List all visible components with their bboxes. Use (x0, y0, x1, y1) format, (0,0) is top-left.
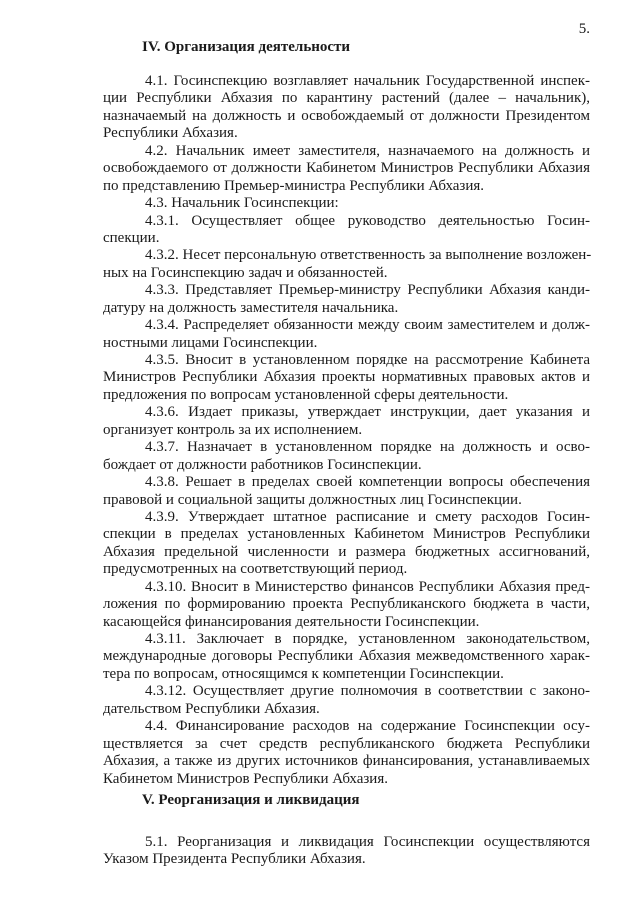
text-line: 4.3.3. Представляет Премьер-министру Республики Абхазия канди- (145, 282, 590, 299)
paragraph (103, 143, 590, 195)
text-line: датуру на должность заместителя начальника. (103, 299, 399, 316)
paragraph (103, 683, 590, 718)
text-line: Абхазия, а также из других источников финансирования, устанавливаемых (103, 753, 590, 770)
paragraph (103, 631, 590, 683)
text-line: дательством Республики Абхазия. (103, 700, 320, 717)
text-line: спекции в пределах установленных Кабинетом Министров Республики (103, 526, 590, 543)
text-line: бождает от должности работников Госинспекции. (103, 456, 422, 473)
text-line: Республики Абхазия. (103, 125, 238, 142)
text-line: касающейся финансирования деятельности Госинспекции. (103, 613, 480, 630)
paragraph (103, 352, 590, 404)
paragraph (103, 195, 590, 212)
text-line: 4.3.7. Назначает в установленном порядке на должность и осво- (145, 439, 590, 456)
page-number: 5. (578, 21, 590, 37)
text-line: 4.3.1. Осуществляет общее руководство деятельностью Госин- (145, 212, 590, 229)
text-line: Абхазия предельной численности и размера бюджетных ассигнований, (103, 543, 590, 560)
paragraph (103, 247, 590, 282)
text-line: Министров Республики Абхазия проекты нормативных правовых актов и (103, 369, 590, 386)
section-5-heading: V. Реорганизация и ликвидация (142, 792, 360, 808)
paragraph (103, 404, 590, 439)
text-line: 4.3.2. Несет персональную ответственность за выполнение возложен- (145, 247, 592, 264)
text-line: международные договоры Республики Абхазия межведомственного харак- (103, 648, 590, 665)
paragraph (103, 317, 590, 352)
paragraph (103, 509, 590, 579)
text-line: ностными лицами Госинспекции. (103, 334, 318, 351)
text-line: ных на Госинспекцию задач и обязанностей. (103, 264, 388, 281)
text-line: организует контроль за их исполнением. (103, 421, 363, 438)
text-line: Указом Президента Республики Абхазия. (103, 851, 366, 868)
paragraph (103, 282, 590, 317)
text-line: 4.4. Финансирование расходов на содержание Госинспекции осу- (145, 718, 590, 735)
text-line: 4.3.8. Решает в пределах своей компетенции вопросы обеспечения (145, 474, 590, 491)
paragraph (103, 718, 590, 788)
text-line: 4.3.5. Вносит в установленном порядке на рассмотрение Кабинета (145, 352, 590, 368)
text-line: 4.3.12. Осуществляет другие полномочия в соответствии с законо- (145, 683, 590, 700)
paragraph (103, 579, 590, 631)
text-line: предложения по вопросам установленной сферы деятельности. (103, 386, 509, 403)
paragraph (103, 439, 590, 474)
section-5-body (103, 834, 590, 869)
text-line: освобождаемого от должности Кабинетом Министров Республики Абхазия (103, 160, 590, 177)
text-line: 4.3.6. Издает приказы, утверждает инструкции, дает указания и (145, 404, 590, 421)
text-line: 4.3.9. Утверждает штатное расписание и смету расходов Госин- (145, 508, 590, 525)
text-line: спекции. (103, 229, 160, 246)
text-line: 4.3. Начальник Госинспекции: (145, 195, 339, 212)
text-line: тера по вопросам, относящимся к компетенции Госинспекции. (103, 665, 504, 682)
section-4-body (103, 73, 590, 788)
text-line: ложения по формированию проекта Республиканского бюджета в части, (103, 596, 590, 613)
paragraph (103, 834, 590, 869)
text-line: 4.1. Госинспекцию возглавляет начальник Государственной инспек- (145, 73, 590, 89)
section-4-heading: IV. Организация деятельности (142, 39, 351, 55)
text-line: 5.1. Реорганизация и ликвидация Госинспекции осуществляются (145, 834, 590, 850)
text-line: 4.3.10. Вносит в Министерство финансов Республики Абхазия пред- (145, 578, 590, 595)
text-line: ции Республики Абхазия по карантину растений (далее – начальник), (103, 90, 590, 107)
text-line: назначаемый на должность и освобождаемый от должности Президентом (103, 107, 590, 124)
text-line: предусмотренных на соответствующий период. (103, 561, 408, 578)
text-line: 4.2. Начальник имеет заместителя, назначаемого на должность и (145, 142, 590, 159)
text-line: ществляется за счет средств республиканского бюджета Республики (103, 735, 590, 752)
text-line: правовой и социальной защиты должностных лиц Госинспекции. (103, 491, 522, 508)
text-line: 4.3.4. Распределяет обязанности между своим заместителем и долж- (145, 317, 590, 334)
paragraph (103, 213, 590, 248)
paragraph (103, 474, 590, 509)
text-line: по представлению Премьер-министра Республики Абхазия. (103, 177, 485, 194)
paragraph (103, 73, 590, 143)
text-line: 4.3.11. Заключает в порядке, установленном законодательством, (145, 631, 590, 647)
text-line: Кабинетом Министров Республики Абхазия. (103, 770, 388, 787)
